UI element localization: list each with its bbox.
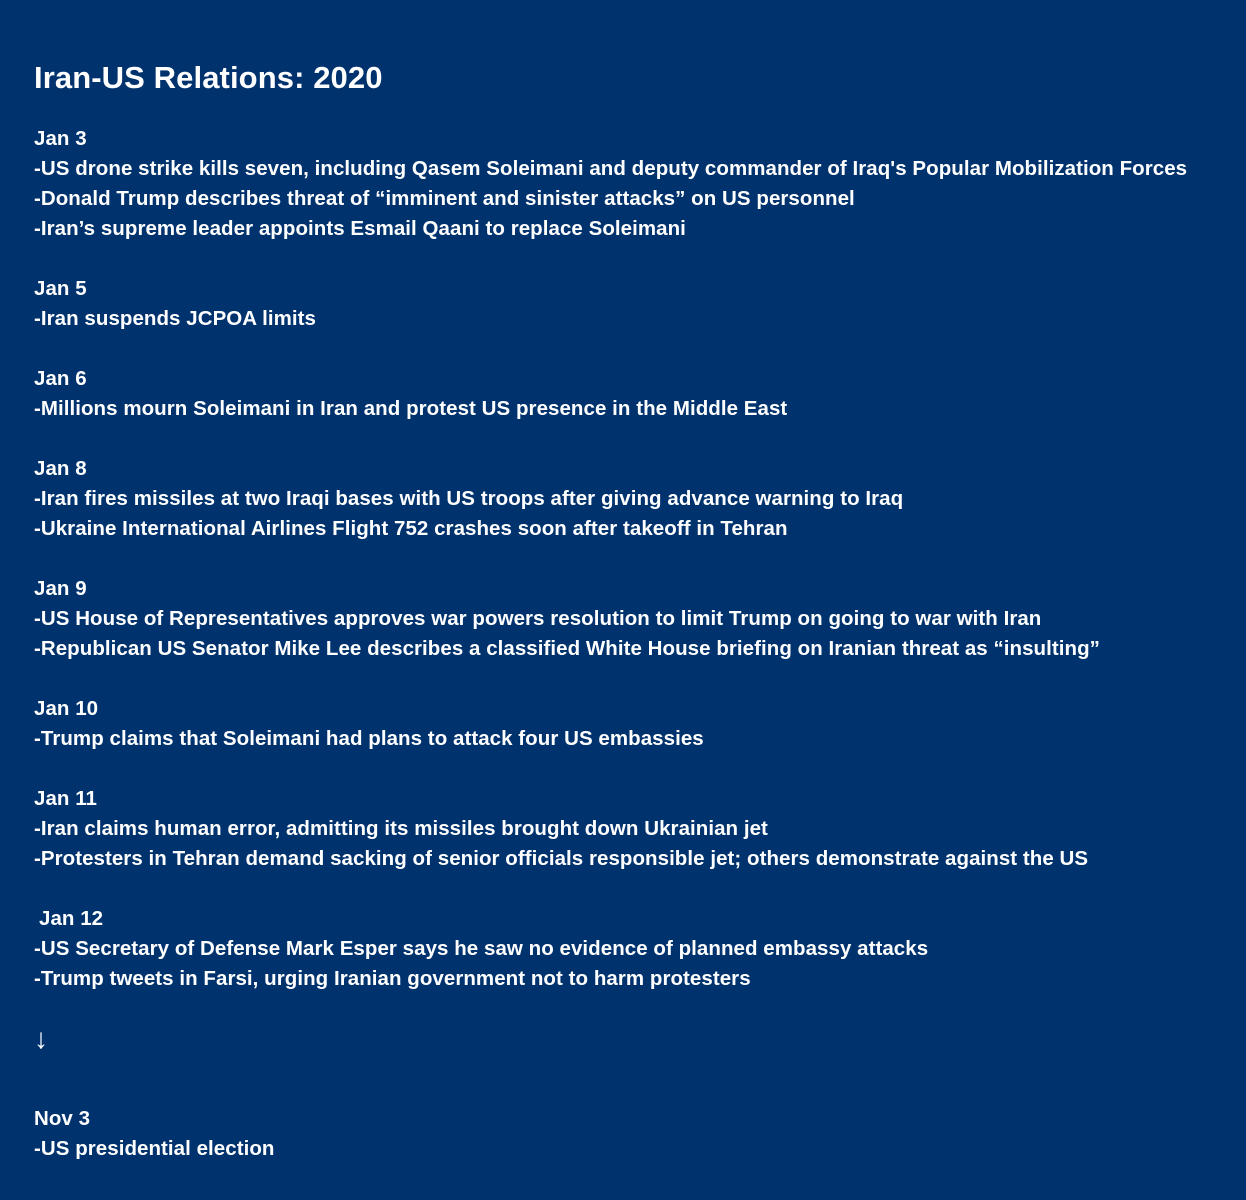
timeline-entry-jan-9	[34, 574, 1246, 664]
entry-item: -Donald Trump describes threat of “imminent and sinister attacks” on US personnel	[34, 187, 855, 210]
entry-item: -Iran fires missiles at two Iraqi bases with US troops after giving advance warning to Iraq	[34, 487, 904, 510]
entry-date: Jan 6	[34, 367, 87, 390]
timeline-entry-jan-10	[34, 694, 1246, 754]
entry-date: Jan 12	[39, 907, 104, 930]
entry-item: -Trump claims that Soleimani had plans to attack four US embassies	[34, 727, 704, 750]
entry-item: -US drone strike kills seven, including Qasem Soleimani and deputy commander of Iraq's Popular Mobilization Forces	[34, 157, 1188, 180]
timeline-entry-jan-12	[34, 904, 1246, 994]
entry-item: -Trump tweets in Farsi, urging Iranian government not to harm protesters	[34, 967, 751, 990]
entry-date: Jan 8	[34, 457, 87, 480]
entry-date: Jan 3	[34, 127, 87, 150]
entry-item: -Ukraine International Airlines Flight 752 crashes soon after takeoff in Tehran	[34, 517, 788, 540]
entry-item: -Iran claims human error, admitting its missiles brought down Ukrainian jet	[34, 817, 768, 840]
entry-date: Nov 3	[34, 1107, 91, 1130]
entry-date: Jan 9	[34, 577, 87, 600]
entry-item: -Republican US Senator Mike Lee describes a classified White House briefing on Iranian threat as “insulting”	[34, 637, 1100, 660]
timeline-page	[34, 58, 1246, 1194]
timeline-entry-nov-3	[34, 1104, 1246, 1164]
timeline-entry-jan-5	[34, 274, 1246, 334]
entry-date: Jan 10	[34, 697, 99, 720]
timeline-entry-jan-6	[34, 364, 1246, 424]
page-title: Iran-US Relations: 2020	[34, 60, 383, 95]
entry-item: -Millions mourn Soleimani in Iran and protest US presence in the Middle East	[34, 397, 788, 420]
entry-item: -Iran’s supreme leader appoints Esmail Qaani to replace Soleimani	[34, 217, 686, 240]
entry-item: -Protesters in Tehran demand sacking of senior officials responsible jet; others demonstrate against the US	[34, 847, 1089, 870]
entry-date: Jan 11	[34, 787, 97, 810]
timeline-entry-jan-11	[34, 784, 1246, 874]
entry-item: -US Secretary of Defense Mark Esper says he saw no evidence of planned embassy attacks	[34, 937, 929, 960]
entry-item: -US presidential election	[34, 1137, 275, 1160]
timeline-entry-jan-3	[34, 124, 1246, 244]
entry-item: -US House of Representatives approves war powers resolution to limit Trump on going to war with Iran	[34, 607, 1042, 630]
down-arrow-icon: ↓	[34, 1023, 48, 1054]
entry-item: -Iran suspends JCPOA limits	[34, 307, 316, 330]
timeline-entry-jan-8	[34, 454, 1246, 544]
entry-date: Jan 5	[34, 277, 87, 300]
